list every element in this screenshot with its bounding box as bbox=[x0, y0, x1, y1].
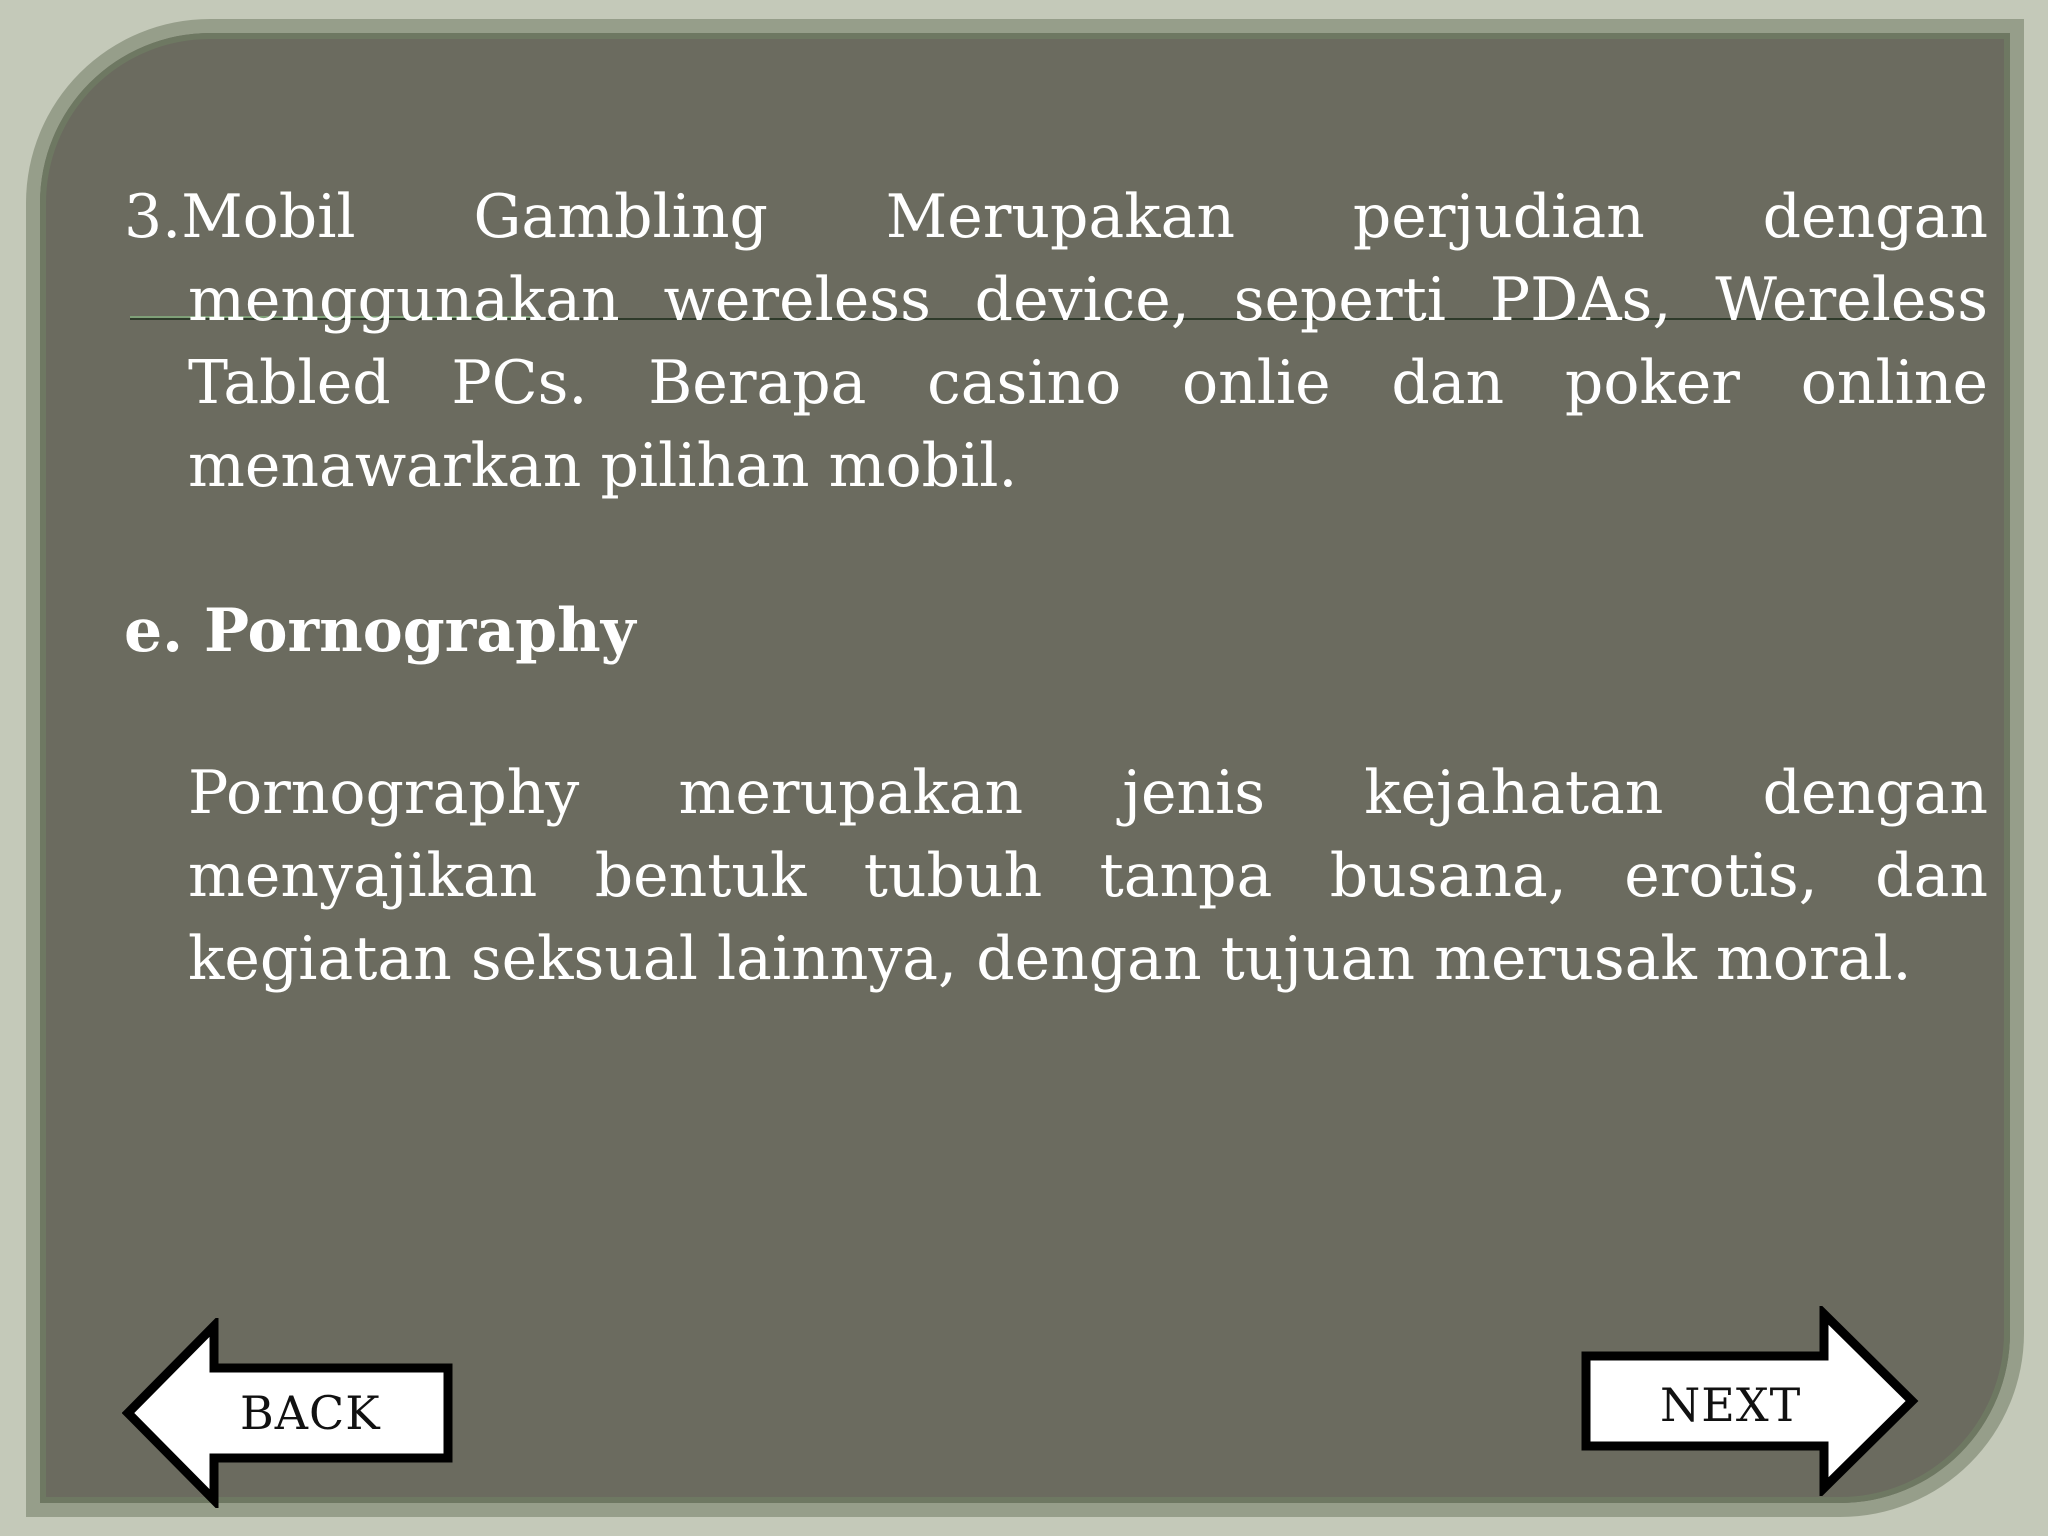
paragraph-pornography: Pornography merupakan jenis kejahatan dengan menyajikan bentuk tubuh tanpa busana, erotis, dan kegiatan seksual lainnya, dengan tujuan merusak moral. bbox=[188, 758, 1988, 994]
next-button[interactable] bbox=[1578, 1306, 1920, 1496]
back-button-label: BACK bbox=[240, 1386, 381, 1440]
next-button-label: NEXT bbox=[1660, 1378, 1802, 1432]
paragraph-mobile-gambling: 3.Mobil Gambling Merupakan perjudian dengan menggunakan wereless device, seperti PDAs, Wereless Tabled PCs. Berapa casino onlie dan poker online menawarkan pilihan mobil. bbox=[124, 182, 1988, 501]
back-button[interactable] bbox=[122, 1318, 457, 1508]
section-heading: e. Pornography bbox=[124, 596, 636, 666]
